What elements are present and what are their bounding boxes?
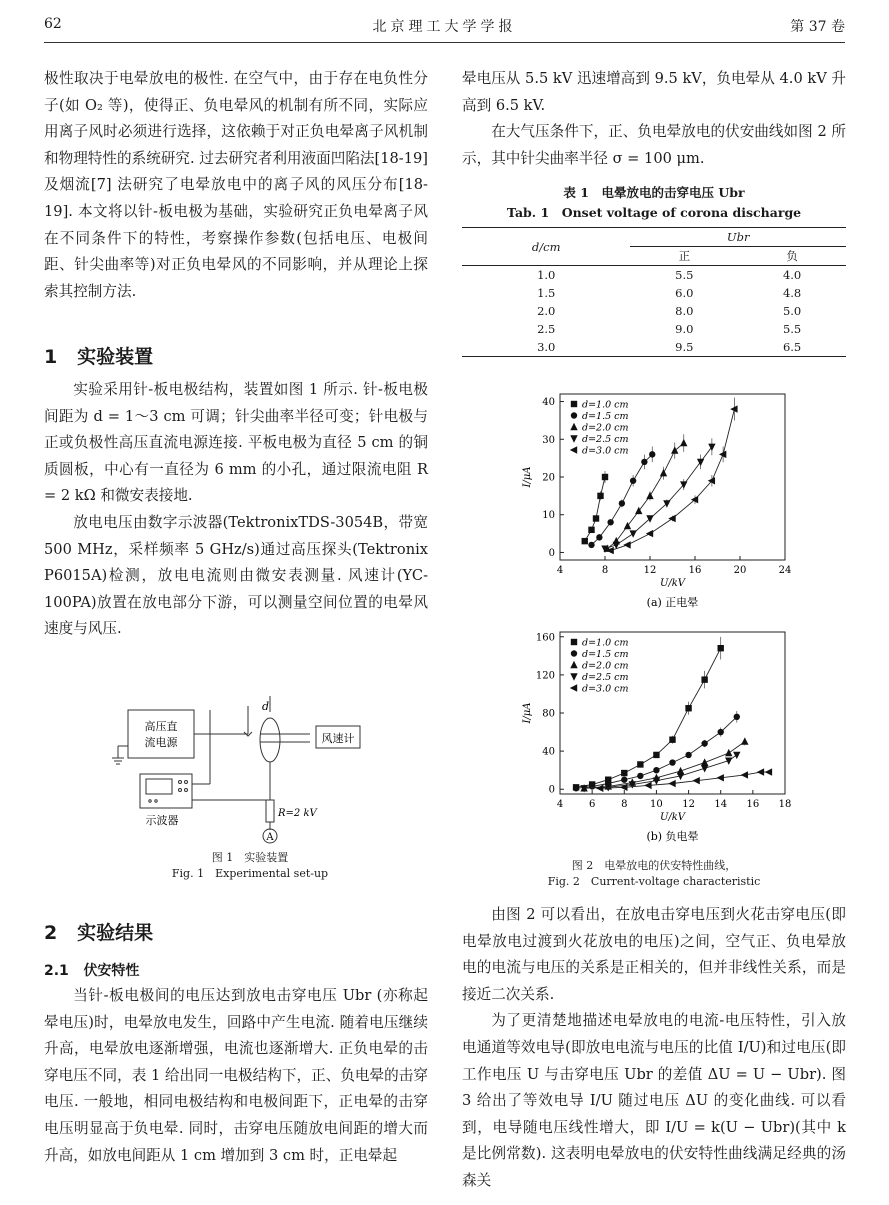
data-point bbox=[680, 439, 687, 446]
table-cell: 6.5 bbox=[738, 338, 846, 357]
section-1-heading: 1 实验装置 bbox=[44, 346, 154, 368]
chart-negative-corona bbox=[505, 624, 805, 846]
table-cell: 4.8 bbox=[782, 286, 802, 300]
data-point bbox=[671, 446, 678, 453]
data-point bbox=[602, 474, 608, 480]
data-point bbox=[619, 500, 625, 506]
data-point bbox=[685, 752, 691, 758]
x-tick-label: 14 bbox=[714, 799, 728, 810]
data-point bbox=[663, 500, 670, 507]
legend-marker bbox=[571, 412, 577, 418]
oscilloscope-label: 示波器 bbox=[145, 814, 179, 827]
data-point bbox=[588, 527, 594, 533]
y-tick-label: 30 bbox=[542, 434, 555, 446]
legend-marker bbox=[570, 423, 577, 430]
data-point bbox=[646, 492, 653, 499]
table1-caption: 表 1 电晕放电的击穿电压 Ubr Tab. 1 Onset voltage of corona discharge bbox=[506, 185, 802, 220]
x-tick-label: 10 bbox=[650, 799, 663, 810]
legend-marker bbox=[570, 446, 577, 453]
legend-marker bbox=[570, 435, 577, 442]
chart-positive-corona bbox=[505, 386, 805, 612]
data-point bbox=[708, 477, 715, 484]
data-point bbox=[669, 736, 675, 742]
resistor bbox=[266, 800, 274, 822]
data-point bbox=[573, 785, 579, 791]
data-point bbox=[669, 759, 675, 765]
table-cell: 3.0 bbox=[462, 338, 630, 357]
data-point bbox=[757, 768, 764, 775]
col-header-ubr: Ubr bbox=[630, 228, 846, 247]
data-point bbox=[719, 451, 726, 458]
resistor-label: R=2 kV bbox=[278, 808, 317, 819]
x-tick-label: 4 bbox=[556, 799, 564, 810]
data-point bbox=[701, 740, 707, 746]
data-point bbox=[607, 519, 613, 525]
onset-voltage-table bbox=[462, 227, 846, 357]
data-point bbox=[765, 768, 772, 775]
legend-entry: d=3.0 cm bbox=[582, 683, 629, 695]
data-point bbox=[660, 469, 667, 476]
data-point bbox=[718, 729, 724, 735]
fig2-caption: 图 2 电晕放电的伏安特性曲线， Fig. 2 Current-voltage characteristic bbox=[547, 859, 761, 888]
data-point bbox=[629, 530, 636, 537]
subfigure-label: (a) 正电晕 bbox=[646, 596, 699, 609]
data-point bbox=[741, 737, 748, 744]
data-point bbox=[621, 770, 627, 776]
page-header bbox=[44, 8, 845, 43]
data-point bbox=[685, 705, 691, 711]
y-tick-label: 20 bbox=[542, 472, 555, 484]
data-point bbox=[646, 530, 653, 537]
data-point bbox=[733, 752, 740, 759]
right-top-paragraph: 晕电压从 5.5 kV 迅速增高到 9.5 kV，负电晕从 4.0 kV 升高到 6.5 kV. 在大气压条件下，正、负电晕放电的伏安曲线如图 2 所示，其中针尖曲率半径 σ = 100 μm. bbox=[462, 70, 846, 167]
anemometer-label: 风速计 bbox=[321, 732, 355, 745]
y-tick-label: 160 bbox=[535, 632, 555, 644]
left-intro-paragraph: 极性取决于电晕放电的极性. 在空气中，由于存在电负性分子(如 O₂ 等)，使得正、负电晕风的机制有所不同，实际应用离子风时必须进行选择，这依赖于对正负电晕离子风机制和物理特性的系统研究. 过去研究者利用液面凹陷法[18-19] 及烟流[7] 法研究了电晕放电中的离子风的风压分布[18-19]. 本文将以针-板电极为基础，实验研究正负电晕离子风在不同条件下的特性，考察操作参数(包括电压、电极间距、针尖曲率等)对正负电晕风的不同影响，并从理论上探索其控制方法. bbox=[44, 70, 428, 300]
legend-entry: d=1.5 cm bbox=[582, 411, 629, 422]
col-header-d: d/cm bbox=[462, 228, 630, 266]
data-point bbox=[653, 752, 659, 758]
data-point bbox=[741, 771, 748, 778]
x-tick-label: 8 bbox=[601, 565, 609, 576]
y-tick-label: 0 bbox=[548, 547, 555, 559]
table-row bbox=[462, 320, 846, 338]
y-tick-label: 80 bbox=[542, 708, 555, 720]
x-tick-label: 18 bbox=[778, 799, 792, 810]
series-line bbox=[607, 443, 684, 549]
legend-entry: d=2.5 cm bbox=[582, 672, 629, 683]
data-point bbox=[588, 542, 594, 548]
journal-name: 北京理工大学学报 bbox=[372, 19, 517, 35]
table-cell: 2.0 bbox=[537, 304, 556, 318]
table-cell: 8.0 bbox=[675, 304, 694, 318]
table-cell: 1.0 bbox=[537, 268, 556, 282]
x-tick-label: 12 bbox=[682, 799, 695, 810]
section-2-1-body: 当针-板电极间的电压达到放电击穿电压 Ubr (亦称起晕电压)时，电晕放电发生，回路中产生电流. 随着电压继续升高，电晕放电逐渐增强，电流也逐渐增大. 正负电晕的击穿电压不同，表 1 给出同一电极结构下，正、负电晕的击穿电压. 一般地，相同电极结构和电极间距下，正电晕的击穿电压明显高于负电晕. 同时，击穿电压随放电间距的增大而升高，如放电间距从 1 cm 增加到 3 cm 时，正电晕起 bbox=[44, 987, 428, 1164]
table-row bbox=[462, 302, 846, 320]
data-point bbox=[725, 749, 732, 756]
data-point bbox=[701, 758, 708, 765]
col-header-neg: 负 bbox=[738, 247, 846, 266]
data-point bbox=[701, 676, 707, 682]
x-tick-label: 6 bbox=[588, 799, 596, 810]
x-tick-label: 24 bbox=[778, 565, 792, 576]
data-point bbox=[668, 780, 675, 787]
y-tick-label: 40 bbox=[542, 397, 555, 409]
table-cell: 6.0 bbox=[675, 286, 694, 300]
x-axis-label: U/kV bbox=[659, 578, 686, 589]
table-row bbox=[462, 266, 846, 285]
data-point bbox=[641, 459, 647, 465]
electrode-cell bbox=[260, 718, 280, 762]
page-number: 62 bbox=[44, 16, 62, 32]
legend-entry: d=3.0 cm bbox=[582, 445, 629, 457]
volume-label: 第 37 卷 bbox=[790, 19, 845, 35]
subfigure-label: (b) 负电晕 bbox=[646, 830, 699, 843]
table-cell: 1.5 bbox=[537, 286, 556, 300]
data-point bbox=[589, 783, 595, 789]
data-point bbox=[692, 777, 699, 784]
data-point bbox=[649, 451, 655, 457]
data-point bbox=[718, 645, 724, 651]
y-axis-label: I/μA bbox=[522, 702, 533, 724]
data-point bbox=[717, 774, 724, 781]
x-tick-label: 8 bbox=[621, 799, 628, 810]
table-cell: 5.5 bbox=[782, 322, 802, 336]
hv-supply-label-2: 流电源 bbox=[144, 736, 178, 749]
x-tick-label: 12 bbox=[643, 565, 657, 576]
data-point bbox=[621, 777, 627, 783]
data-point bbox=[630, 478, 636, 484]
legend-marker bbox=[571, 639, 577, 645]
y-tick-label: 10 bbox=[542, 510, 555, 522]
y-tick-label: 40 bbox=[542, 746, 555, 758]
legend-marker bbox=[570, 661, 577, 668]
col-header-pos: 正 bbox=[630, 247, 738, 266]
y-tick-label: 0 bbox=[548, 784, 555, 796]
data-point bbox=[637, 773, 643, 779]
x-tick-label: 16 bbox=[688, 565, 702, 576]
legend-marker bbox=[570, 673, 577, 680]
legend-marker bbox=[571, 401, 577, 407]
table-cell: 5.0 bbox=[782, 304, 802, 318]
table-row bbox=[462, 284, 846, 302]
svg-text:A: A bbox=[266, 832, 274, 843]
table-cell: 9.5 bbox=[630, 338, 738, 357]
gap-label-d: d bbox=[262, 700, 270, 713]
x-tick-label: 4 bbox=[556, 565, 564, 576]
section-1-body: 实验采用针-板电极结构，装置如图 1 所示. 针-板电极间距为 d = 1～3 cm 可调；针尖曲率半径可变；针电极与正或负极性高压直流电源连接. 平板电极为直径 5 cm 的铜质圆板，中心有一直径为 6 mm 的小孔，通过限流电阻 R = 2 kΩ 和微安表接地. 放电电压由数字示波器(TektronixTDS-3054B，带宽 500 MHz，采样频率 5 GHz/s)通过高压探头(Tektronix P6015A)检测，放电电流则由微安表测量. 风速计(YC-100PA)放置在放电部分下游，可以测量空间位置的电晕风速度与风压. bbox=[44, 381, 428, 638]
legend-entry: d=1.0 cm bbox=[582, 637, 629, 649]
y-tick-label: 120 bbox=[535, 670, 555, 682]
fig1-caption: 图 1 实验装置 Fig. 1 Experimental set-up bbox=[171, 851, 329, 880]
data-point bbox=[582, 538, 588, 544]
table-cell: 2.5 bbox=[537, 322, 556, 336]
data-point bbox=[597, 493, 603, 499]
data-point bbox=[623, 541, 630, 548]
section-2-heading: 2 实验结果 bbox=[44, 922, 154, 944]
legend-marker bbox=[571, 650, 577, 656]
table-cell: 4.0 bbox=[782, 268, 802, 282]
y-axis-label: I/μA bbox=[522, 466, 533, 488]
hv-supply-label: 高压直 bbox=[144, 720, 178, 733]
data-point bbox=[593, 515, 599, 521]
x-axis-label: U/kV bbox=[659, 812, 686, 823]
right-bottom-paragraphs: 由图 2 可以看出，在放电击穿电压到火花击穿电压(即电晕放电过渡到火花放电的电压)之间，空气正、负电晕放电的电流与电压的关系是正相关的，但并非线性关系，而是接近二次关系. 为了更清楚地描述电晕放电的电流-电压特性，引入放电通道等效电导(即放电电流与电压的比值 I/U)和过电压(即工作电压 U 与击穿电压 Ubr 的差值 ΔU = U − Ubr). 图 3 给出了等效电导 I/U 随过电压 ΔU 的变化曲线. 可以看到，电导随电压线性增大，即 I/U = k(U − Ubr)(其中 k 是比例常数). 这表明电晕放电的伏安特性曲线满足经典的汤森关 bbox=[462, 906, 846, 1189]
legend-entry: d=2.0 cm bbox=[582, 422, 629, 434]
table-cell: 5.5 bbox=[675, 268, 694, 282]
x-tick-label: 16 bbox=[746, 799, 760, 810]
section-2-1-heading: 2.1 伏安特性 bbox=[44, 963, 140, 979]
data-point bbox=[653, 767, 659, 773]
table-row bbox=[462, 338, 846, 357]
legend-entry: d=2.5 cm bbox=[582, 434, 629, 445]
data-point bbox=[646, 515, 653, 522]
series-line bbox=[611, 409, 735, 550]
legend-marker bbox=[570, 684, 577, 691]
legend-entry: d=1.5 cm bbox=[582, 649, 629, 660]
x-tick-label: 20 bbox=[733, 565, 747, 576]
series-line bbox=[585, 477, 605, 541]
table-cell: 9.0 bbox=[675, 322, 694, 336]
data-point bbox=[637, 761, 643, 767]
data-point bbox=[596, 534, 602, 540]
hv-supply-box bbox=[128, 710, 194, 758]
legend-entry: d=1.0 cm bbox=[582, 399, 629, 411]
data-point bbox=[734, 714, 740, 720]
legend-entry: d=2.0 cm bbox=[582, 660, 629, 672]
setup-diagram bbox=[110, 696, 390, 846]
